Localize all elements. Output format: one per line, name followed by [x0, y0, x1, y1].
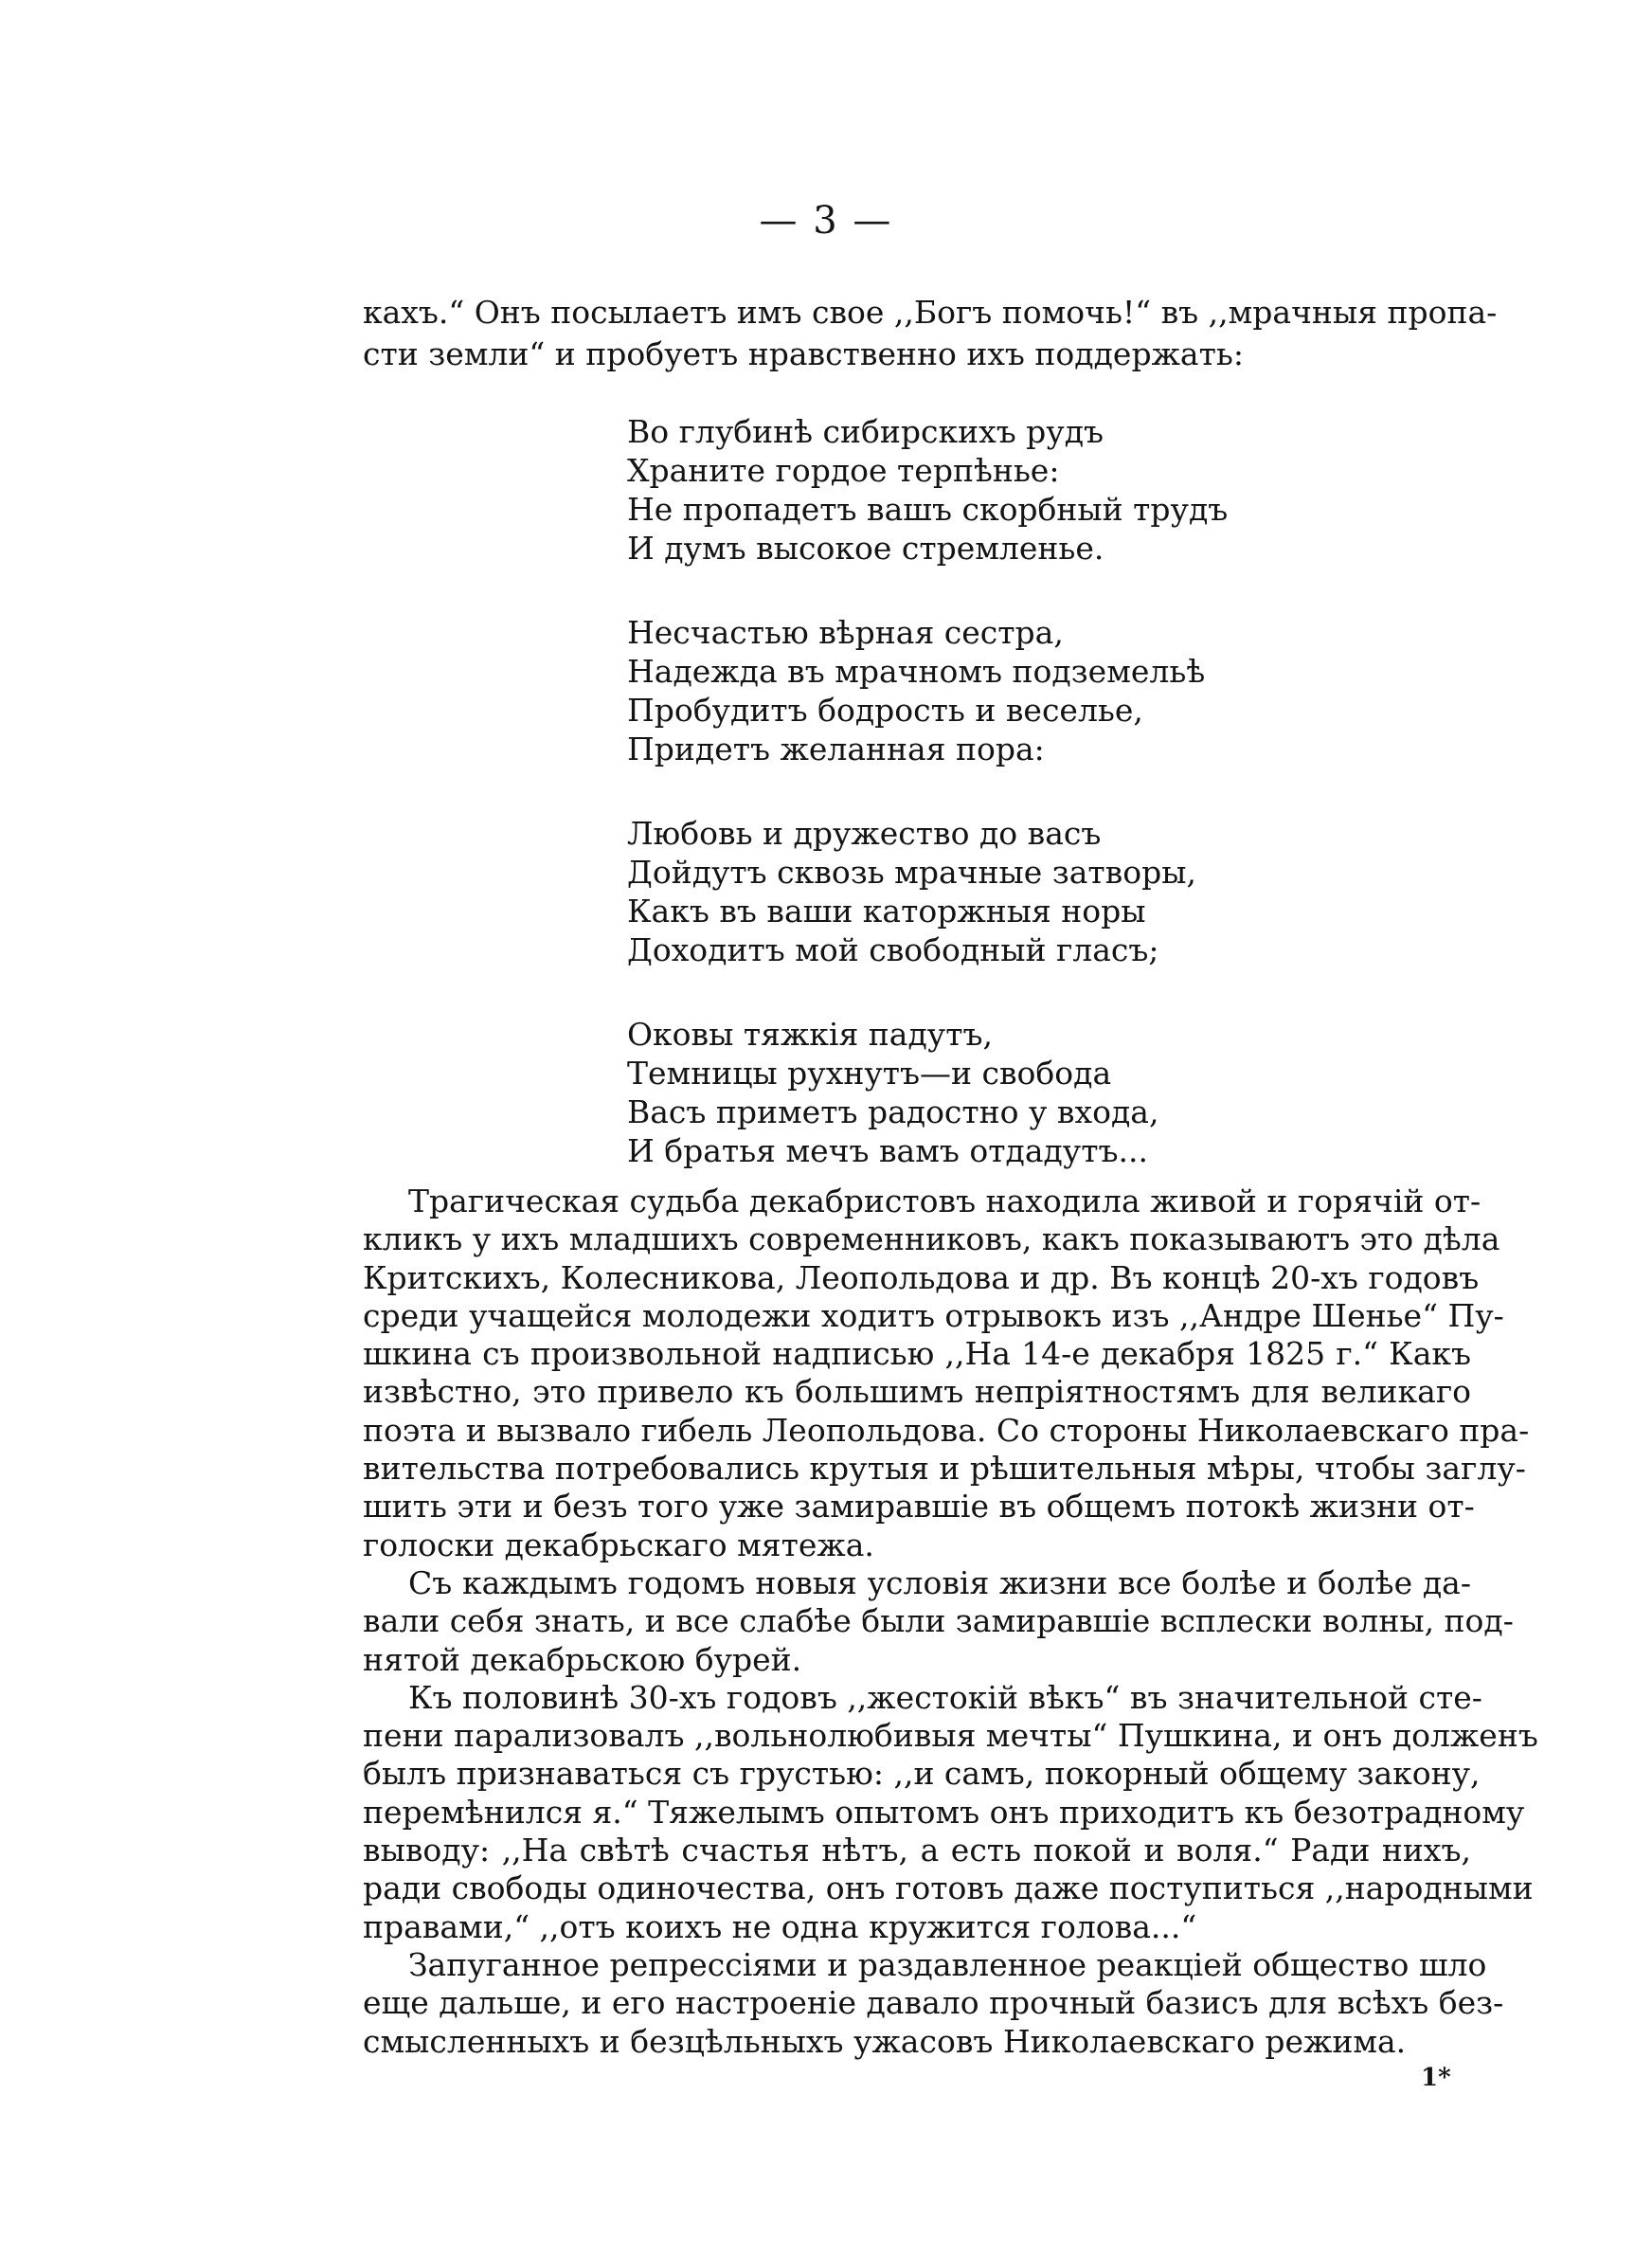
poem-line: Придетъ желанная пора: [627, 731, 1045, 767]
poem-line: И братья мечъ вамъ отдадутъ... [627, 1132, 1148, 1169]
poem-line: Любовь и дружество до васъ [627, 815, 1102, 852]
poem-line: Храните гордое терпѣнье: [627, 452, 1060, 489]
text-line: ради свободы одиночества, онъ готовъ даже поступиться ,,народными [363, 1869, 1534, 1907]
poem-line: Васъ приметъ радостно у входа, [627, 1093, 1159, 1130]
text-line: кахъ.“ Онъ посылаетъ имъ свое ,,Богъ помочь!“ въ ,,мрачныя пропа- [363, 294, 1498, 331]
text-line: вительства потребовались крутыя и рѣшительныя мѣры, чтобы заглу- [363, 1450, 1526, 1488]
poem-line: Несчастью вѣрная сестра, [627, 614, 1064, 651]
text-line: голоски декабрьскаго мятежа. [363, 1526, 874, 1563]
text-line: среди учащейся молодежи ходитъ отрывокъ изъ ,,Андре Шенье“ Пу- [363, 1296, 1504, 1334]
poem-line: Надежда въ мрачномъ подземельѣ [627, 653, 1206, 690]
poem-stanza [627, 412, 1404, 568]
text-line: шкина съ произвольной надписью ,,На 14-е декабря 1825 г.“ Какъ [363, 1335, 1471, 1373]
text-line: Къ половинѣ 30-хъ годовъ ,,жестокій вѣкъ“ въ значительной сте- [408, 1678, 1482, 1716]
signature-mark: 1* [1421, 2064, 1451, 2092]
text-line: нятой декабрьскою бурей. [363, 1640, 802, 1678]
text-line: перемѣнился я.“ Тяжелымъ опытомъ онъ приходитъ къ безотрадному [363, 1793, 1525, 1831]
poem-line: Дойдутъ сквозь мрачные затворы, [627, 854, 1196, 891]
text-line: кликъ у ихъ младшихъ современниковъ, какъ показываютъ это дѣла [363, 1220, 1500, 1258]
poem-line: Какъ въ ваши каторжныя норы [627, 893, 1146, 930]
poem-line: Во глубинѣ сибирскихъ рудъ [627, 413, 1104, 450]
poem-line: Не пропадетъ вашъ скорбный трудъ [627, 491, 1229, 528]
text-line: выводу: ,,На свѣтѣ счастья нѣтъ, а есть покой и воля.“ Ради нихъ, [363, 1832, 1471, 1869]
text-line: поэта и вызвало гибель Леопольдова. Со стороны Николаевскаго пра- [363, 1411, 1530, 1449]
text-line: Трагическая судьба декабристовъ находила живой и горячій от- [408, 1183, 1481, 1219]
page-number: — 3 — [759, 199, 893, 243]
poem-line: Пробудитъ бодрость и веселье, [627, 692, 1143, 729]
text-line: сти земли“ и пробуетъ нравственно ихъ поддержать: [363, 335, 1244, 372]
poem-line: Оковы тяжкія падутъ, [627, 1016, 993, 1053]
poem-line: Доходитъ мой свободный гласъ; [627, 931, 1159, 968]
poem [627, 412, 1404, 1216]
text-line: еще дальше, и его настроеніе давало прочный базисъ для всѣхъ без- [363, 1984, 1504, 2022]
body-text [363, 1183, 1538, 2061]
text-line: Запуганное репрессіями и раздавленное реакціей общество шло [408, 1945, 1487, 1983]
text-line: извѣстно, это привело къ большимъ непріятностямъ для великаго [363, 1373, 1471, 1411]
poem-stanza [627, 814, 1404, 969]
poem-stanza [627, 613, 1404, 768]
text-line: правами,“ ,,отъ коихъ не одна кружится голова...“ [363, 1907, 1197, 1945]
text-line: былъ признаваться съ грустью: ,,и самъ, покорный общему закону, [363, 1755, 1481, 1793]
text-line: вали себя знать, и все слабѣе были замиравшіе всплески волны, под- [363, 1602, 1514, 1640]
text-line: пени парализовалъ ,,вольнолюбивыя мечты“ Пушкина, и онъ долженъ [363, 1717, 1538, 1755]
text-line: шить эти и безъ того уже замиравшіе въ общемъ потокѣ жизни от- [363, 1488, 1475, 1526]
poem-stanza [627, 1015, 1404, 1170]
text-line: смысленныхъ и безцѣльныхъ ужасовъ Николаевскаго режима. [363, 2022, 1407, 2060]
intro-paragraph [363, 292, 1498, 375]
poem-line: Темницы рухнутъ—и свобода [627, 1055, 1112, 1092]
text-line: Съ каждымъ годомъ новыя условія жизни все болѣе и болѣе да- [408, 1563, 1471, 1601]
text-line: Критскихъ, Колесникова, Леопольдова и др. Въ концѣ 20-хъ годовъ [363, 1258, 1480, 1296]
poem-line: И думъ высокое стремленье. [627, 530, 1104, 567]
